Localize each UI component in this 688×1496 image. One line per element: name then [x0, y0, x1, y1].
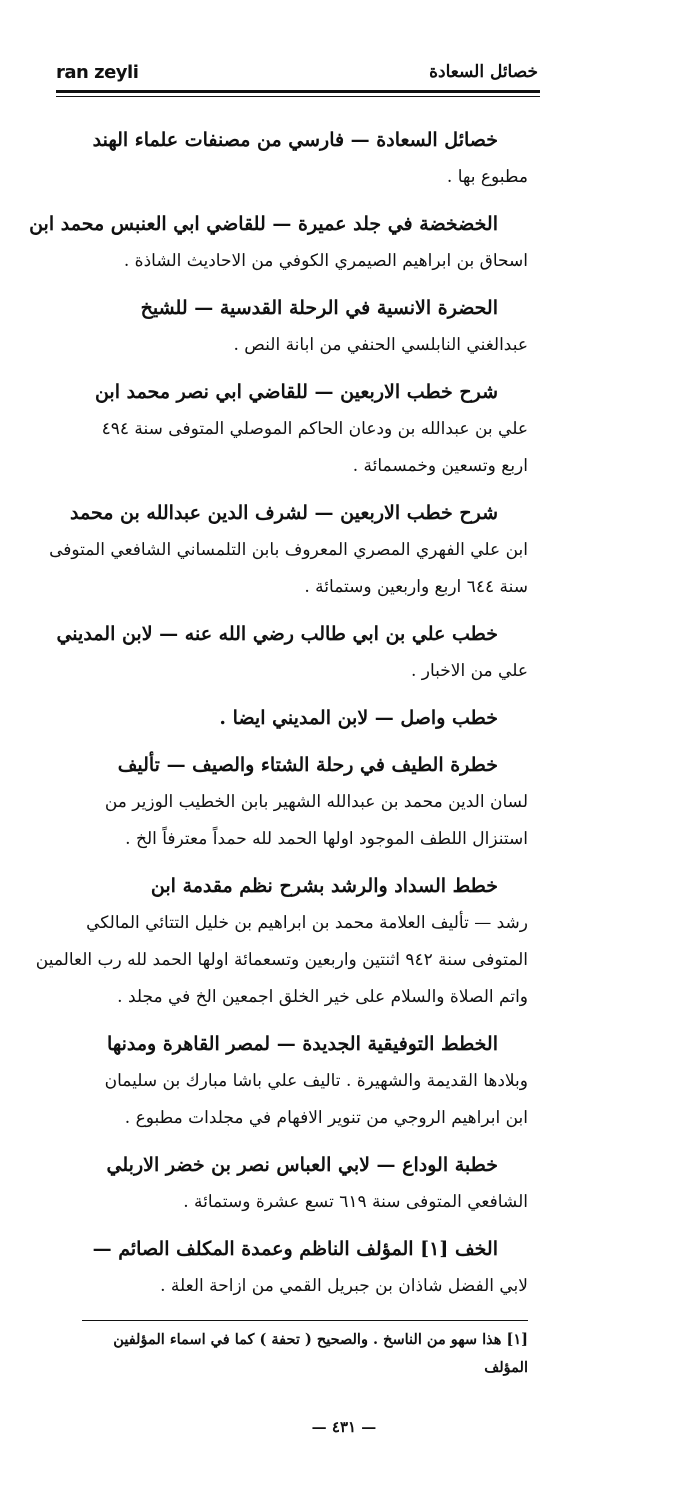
entry	[35, 868, 528, 1016]
entry-line: خصائل السعادة — فارسي من مصنفات علماء الهند	[92, 129, 498, 151]
entry-line: خطط السداد والرشد بشرح نظم مقدمة ابن	[150, 875, 498, 897]
entry-line: الشافعي المتوفى سنة ٦١٩ تسع عشرة وستمائة .	[183, 1192, 528, 1212]
header-rule-thin	[56, 96, 540, 97]
entry-line: لسان الدين محمد بن عبدالله الشهير بابن الخطيب الوزير من	[104, 792, 528, 812]
entry-line: وبلادها القديمة والشهيرة . تاليف علي باشا مبارك بن سليمان	[104, 1071, 528, 1091]
entry-line: استنزال اللطف الموجود اولها الحمد لله حمداً معترفاً الخ .	[125, 829, 528, 849]
entry-line: واتم الصلاة والسلام على خير الخلق اجمعين الخ في مجلد .	[117, 987, 528, 1007]
entry	[76, 1147, 528, 1221]
entry-line: لابي الفضل شاذان بن جبريل القمي من ازاحة العلة .	[160, 1276, 528, 1296]
entry-line: خطب علي بن ابي طالب رضي الله عنه — لابن المديني	[56, 623, 498, 645]
entry-line: رشد — تأليف العلامة محمد بن ابراهيم بن خليل التتائي المالكي	[86, 913, 528, 933]
entry-line: ابن علي الفهري المصري المعروف بابن التلمساني الشافعي المتوفى	[49, 540, 528, 560]
footnote-line: [١] هذا سهو من الناسخ . والصحيح ( تحفة ) كما في اسماء المؤلفين	[113, 1331, 528, 1348]
entry	[29, 206, 528, 280]
entry	[76, 1231, 528, 1305]
entry-line: علي من الاخبار .	[410, 661, 528, 681]
header-running-title: خصائل السعادة	[429, 62, 538, 82]
entry-line: خطب واصل — لابن المديني ايضا .	[219, 707, 498, 729]
entries-list	[29, 122, 528, 1315]
header-rule	[56, 90, 540, 93]
entry	[76, 122, 528, 196]
entry-line: الخف [١] المؤلف الناظم وعمدة المكلف الصائم —	[92, 1238, 498, 1260]
entry	[56, 616, 528, 690]
entry-line: خطرة الطيف في رحلة الشتاء والصيف — تأليف	[117, 754, 498, 776]
entry	[76, 1026, 528, 1137]
entry-line: عبدالغني النابلسي الحنفي من ابانة النص .	[233, 335, 528, 355]
header-left-text: ran zeyli	[56, 62, 139, 83]
entry	[49, 495, 528, 606]
footnote	[82, 1326, 528, 1382]
entry-line: اربع وتسعين وخمسمائة .	[352, 456, 528, 476]
running-header	[56, 62, 540, 90]
footnote-rule	[82, 1320, 528, 1321]
entry-line: سنة ٦٤٤ اربع واربعين وستمائة .	[304, 577, 528, 597]
entry-line: اسحاق بن ابراهيم الصيمري الكوفي من الاحاديث الشاذة .	[123, 251, 528, 271]
entry-line: الحضرة الانسية في الرحلة القدسية — للشيخ	[140, 297, 498, 319]
entry-line: شرح خطب الاربعين — للقاضي ابي نصر محمد ابن	[94, 381, 498, 403]
entry	[76, 290, 528, 364]
footnote-line: المؤلف	[484, 1359, 528, 1376]
entry	[76, 747, 528, 858]
entry-line: شرح خطب الاربعين — لشرف الدين عبدالله بن محمد	[70, 502, 498, 524]
entry	[76, 374, 528, 485]
entry-line: الخطط التوفيقية الجديدة — لمصر القاهرة ومدنها	[107, 1033, 498, 1055]
entry-line: ابن ابراهيم الروجي من تنوير الافهام في مجلدات مطبوع .	[124, 1108, 528, 1128]
entry-line: الخضخضة في جلد عميرة — للقاضي ابي العنبس محمد ابن	[29, 213, 498, 235]
entry-line: خطبة الوداع — لابي العباس نصر بن خضر الاربلي	[106, 1154, 498, 1176]
entry	[76, 700, 528, 737]
entry-line: المتوفى سنة ٩٤٢ اثنتين واربعين وتسعمائة اولها الحمد لله رب العالمين	[35, 950, 528, 970]
page-number: — ٤٣١ —	[311, 1418, 377, 1436]
entry-line: علي بن عبدالله بن ودعان الحاكم الموصلي المتوفى سنة ٤٩٤	[101, 419, 528, 439]
entry-line: مطبوع بها .	[446, 167, 528, 187]
